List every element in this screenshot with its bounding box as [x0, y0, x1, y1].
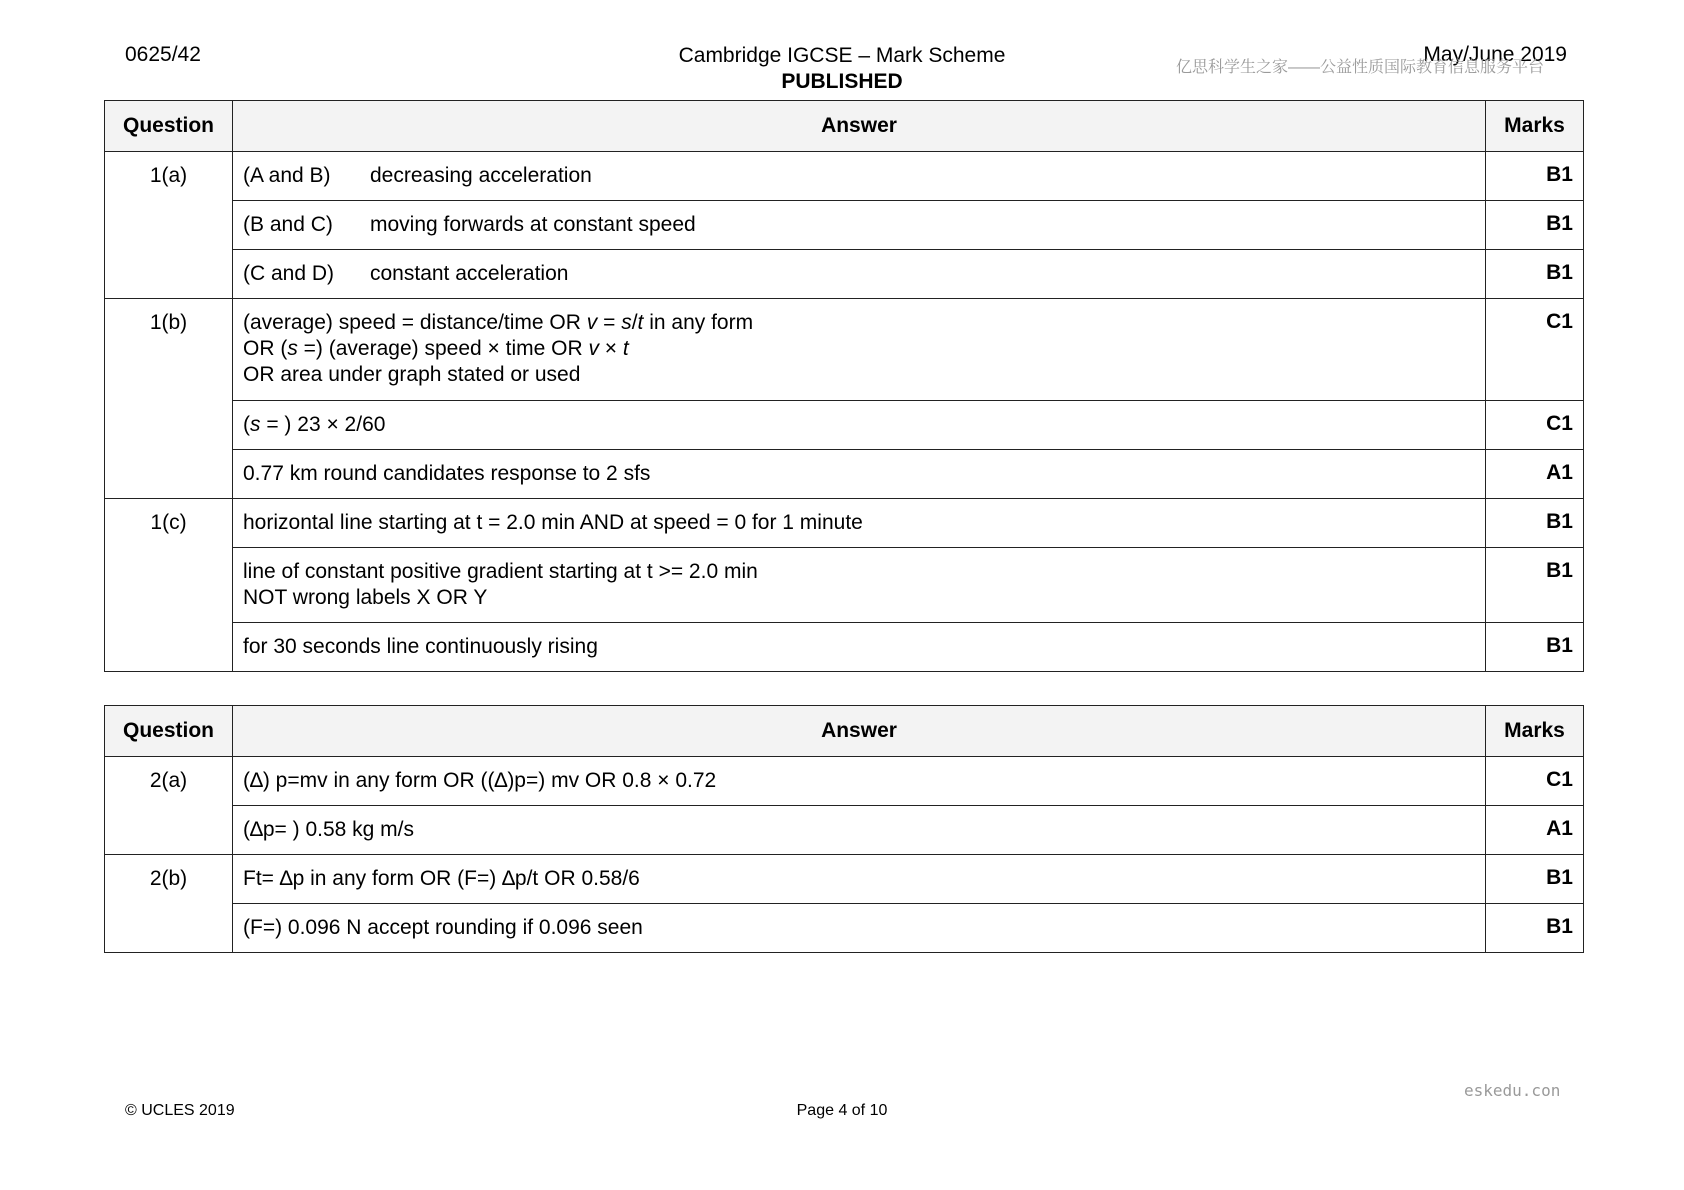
copyright-notice: © UCLES 2019 — [125, 1102, 235, 1119]
answer-cell — [233, 201, 1486, 250]
question-number: 1(c) — [105, 499, 233, 672]
answer-line: OR area under graph stated or used — [243, 363, 581, 386]
table-header-row — [105, 706, 1584, 757]
answer-header: Answer — [233, 706, 1486, 757]
mark-cell: B1 — [1486, 855, 1584, 904]
table-row — [105, 152, 1584, 201]
table-row — [105, 401, 1584, 450]
question-number: 2(b) — [105, 855, 233, 953]
published-label: PUBLISHED — [781, 70, 903, 93]
marks-header: Marks — [1486, 101, 1584, 152]
answer-line: (average) speed = distance/time OR v = s/t in any form — [243, 311, 754, 334]
table-row — [105, 299, 1584, 401]
page-number: Page 4 of 10 — [796, 1102, 888, 1119]
answer-text: constant acceleration — [370, 262, 569, 285]
mark-cell: B1 — [1486, 499, 1584, 548]
table-row — [105, 201, 1584, 250]
watermark-text: 亿思科学生之家——公益性质国际教育信息服务平台 — [1176, 59, 1545, 76]
answer-cell: (F=) 0.096 N accept rounding if 0.096 seen — [233, 904, 1486, 953]
answer-cell — [233, 152, 1486, 201]
answer-text: decreasing acceleration — [370, 164, 592, 187]
answer-header: Answer — [233, 101, 1486, 152]
answer-cell: (∆) p=mv in any form OR ((∆)p=) mv OR 0.8 × 0.72 — [233, 757, 1486, 806]
answer-cell — [233, 548, 1486, 623]
mark-cell: B1 — [1486, 250, 1584, 299]
mark-cell: B1 — [1486, 623, 1584, 672]
answer-cell: (s = ) 23 × 2/60 — [233, 401, 1486, 450]
question-number: 1(a) — [105, 152, 233, 299]
table-row — [105, 855, 1584, 904]
answer-part: (A and B) — [243, 164, 331, 187]
answer-line: OR (s =) (average) speed × time OR v × t — [243, 337, 629, 360]
mark-cell: A1 — [1486, 450, 1584, 499]
mark-cell: A1 — [1486, 806, 1584, 855]
marks-header: Marks — [1486, 706, 1584, 757]
table-row — [105, 757, 1584, 806]
answer-cell: Ft= ∆p in any form OR (F=) ∆p/t OR 0.58/6 — [233, 855, 1486, 904]
table-row — [105, 450, 1584, 499]
mark-cell: C1 — [1486, 299, 1584, 401]
question-number: 2(a) — [105, 757, 233, 855]
answer-part: (C and D) — [243, 262, 335, 285]
answer-part: (B and C) — [243, 213, 333, 236]
paper-code: 0625/42 — [125, 43, 201, 66]
answer-cell — [233, 250, 1486, 299]
mark-cell: B1 — [1486, 201, 1584, 250]
answer-cell: horizontal line starting at t = 2.0 min AND at speed = 0 for 1 minute — [233, 499, 1486, 548]
table-row — [105, 548, 1584, 623]
answer-cell: (∆p= ) 0.58 kg m/s — [233, 806, 1486, 855]
answer-line: NOT wrong labels X OR Y — [243, 586, 488, 609]
table-row — [105, 250, 1584, 299]
answer-line: line of constant positive gradient starting at t >= 2.0 min — [243, 560, 758, 583]
answer-cell: for 30 seconds line continuously rising — [233, 623, 1486, 672]
document-title: Cambridge IGCSE – Mark Scheme — [678, 44, 1006, 67]
table-row — [105, 623, 1584, 672]
exam-session: May/June 2019 — [1423, 43, 1567, 66]
mark-cell: B1 — [1486, 152, 1584, 201]
answer-text: moving forwards at constant speed — [370, 213, 696, 236]
mark-cell: B1 — [1486, 548, 1584, 623]
mark-cell: B1 — [1486, 904, 1584, 953]
mark-cell: C1 — [1486, 401, 1584, 450]
question-header: Question — [105, 706, 233, 757]
question-number: 1(b) — [105, 299, 233, 499]
mark-scheme-table-1 — [104, 100, 1584, 672]
question-header: Question — [105, 101, 233, 152]
table-row — [105, 806, 1584, 855]
table-row — [105, 904, 1584, 953]
answer-cell: 0.77 km round candidates response to 2 sfs — [233, 450, 1486, 499]
mark-scheme-table-2 — [104, 705, 1584, 953]
site-watermark: eskedu.con — [1464, 1081, 1561, 1100]
mark-cell: C1 — [1486, 757, 1584, 806]
table-header-row — [105, 101, 1584, 152]
table-row — [105, 499, 1584, 548]
answer-cell — [233, 299, 1486, 401]
